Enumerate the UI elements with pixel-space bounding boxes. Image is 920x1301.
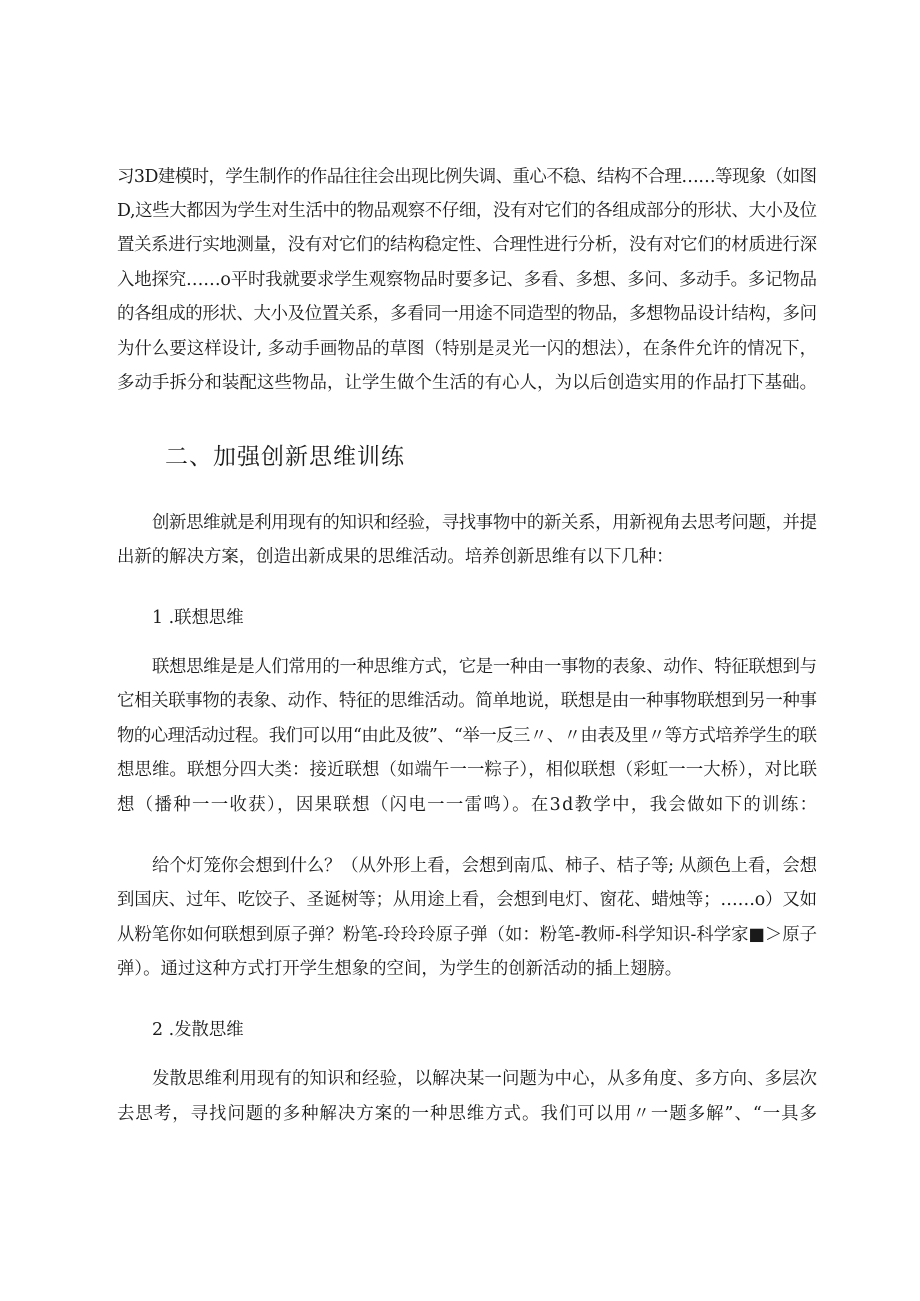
paragraph-1-line-1: 习3D建模时，学生制作的作品往往会出现比例失调、重心不稳、结构不合理……等现象（如图 [117,167,817,187]
subhead-associative-thinking: 1 .联想思维 [152,608,244,628]
paragraph-4-line-4: 弹）。通过这种方式打开学生想象的空间，为学生的创新活动的插上翅膀。 [117,959,683,979]
paragraph-3-line-1: 联想思维是是人们常用的一种思维方式，它是一种由一事物的表象、动作、特征联想到与 [152,657,817,677]
paragraph-5-line-1: 发散思维利用现有的知识和经验，以解决某一问题为中心，从多角度、多方向、多层次 [152,1069,818,1089]
paragraph-3-line-2: 它相关联事物的表象、动作、特征的思维活动。简单地说，联想是由一种事物联想到另一种事 [117,691,817,711]
paragraph-5-line-2: 去思考，寻找问题的多种解决方案的一种思维方式。我们可以用〃一题多解”、“一具多 [117,1104,819,1124]
paragraph-1-line-6: 为什么要这样设计, 多动手画物品的草图（特别是灵光一闪的想法），在条件允许的情况下， [117,339,818,359]
paragraph-3-line-3: 物的心理活动过程。我们可以用“由此及彼”、“举一反三〃、〃由表及里〃等方式培养学生的联 [117,726,817,746]
section-heading: 二、加强创新思维训练 [165,444,405,470]
paragraph-4-line-1: 给个灯笼你会想到什么？（从外形上看，会想到南瓜、柿子、桔子等; 从颜色上看，会想 [152,856,817,876]
paragraph-3-line-4: 想思维。联想分四大类：接近联想（如端午一一粽子），相似联想（彩虹一一大桥），对比联 [117,760,818,780]
paragraph-1-line-2: D,这些大都因为学生对生活中的物品观察不仔细，没有对它们的各组成部分的形状、大小及位 [117,201,817,221]
paragraph-4-line-3: 从粉笔你如何联想到原子弹？粉笔-玲玲玲原子弹（如：粉笔-教师-科学知识-科学家■＞原子 [117,925,817,945]
paragraph-1-line-5: 的各组成的形状、大小及位置关系，多看同一用途不同造型的物品，多想物品设计结构，多问 [117,304,817,324]
paragraph-2-line-1: 创新思维就是利用现有的知识和经验，寻找事物中的新关系，用新视角去思考问题，并提 [152,513,817,533]
subhead-divergent-thinking: 2 .发散思维 [152,1020,244,1040]
paragraph-1-line-7: 多动手拆分和装配这些物品，让学生做个生活的有心人，为以后创造实用的作品打下基础。 [117,373,818,393]
paragraph-4-line-2: 到国庆、过年、吃饺子、圣诞树等；从用途上看，会想到电灯、窗花、蜡烛等；……o）又如 [117,890,817,910]
paragraph-3-line-5: 想（播种一一收获），因果联想（闪电一一雷鸣）。在3d教学中，我会做如下的训练： [117,795,819,815]
paragraph-2-line-2: 出新的解决方案，创造出新成果的思维活动。培养创新思维有以下几种： [117,547,674,567]
paragraph-1-line-3: 置关系进行实地测量，没有对它们的结构稳定性、合理性进行分析，没有对它们的材质进行深 [117,235,817,255]
paragraph-1-line-4: 入地探究……o平时我就要求学生观察物品时要多记、多看、多想、多问、多动手。多记物品 [117,270,817,290]
